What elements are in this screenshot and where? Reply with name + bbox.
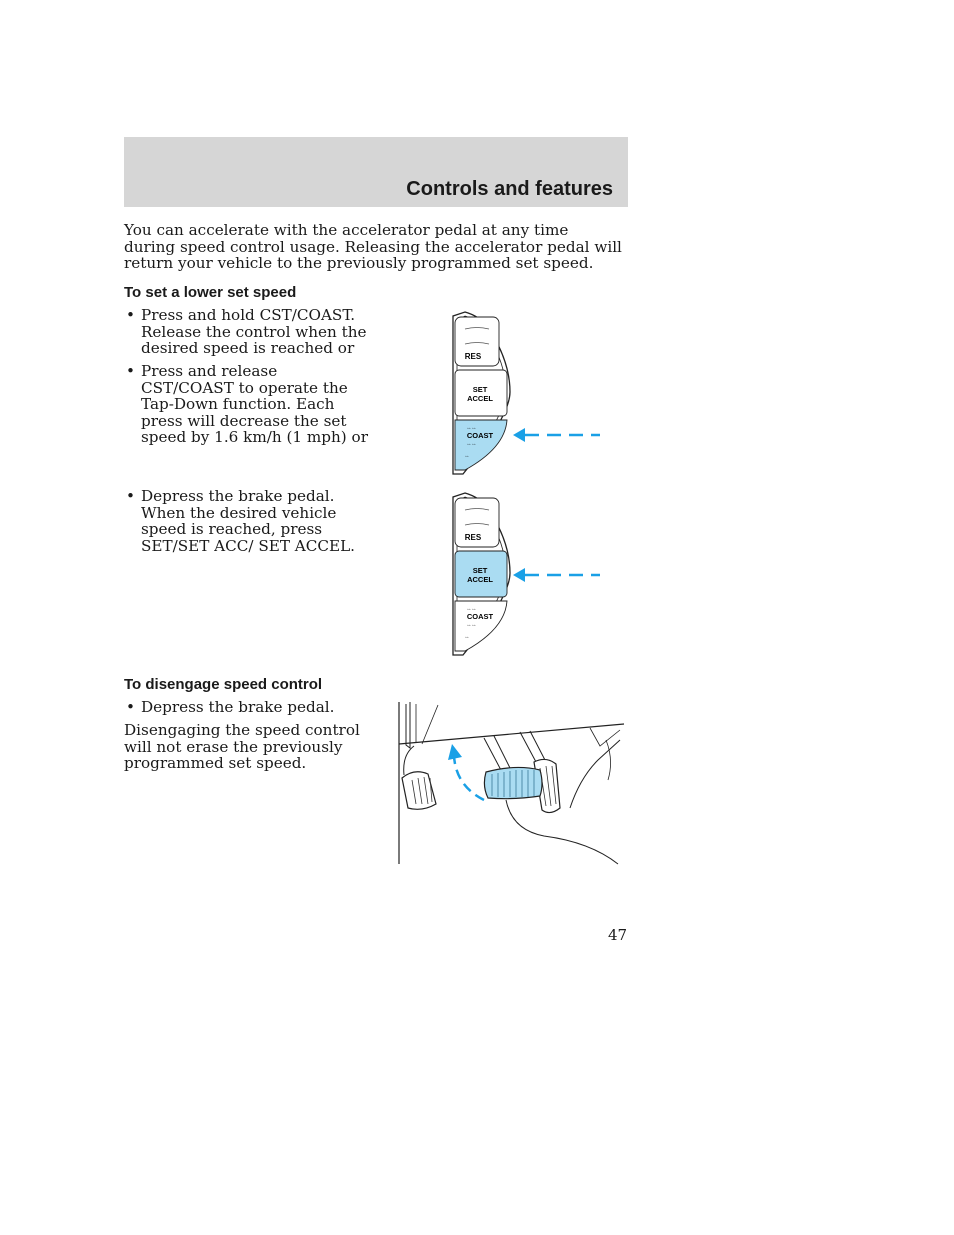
bullet-item (124, 699, 374, 716)
disengage-paragraph: Disengaging the speed control will not erase the previously programmed set speed. (124, 721, 360, 773)
bullet-dot: • (126, 306, 135, 324)
bullet-dot: • (126, 698, 135, 716)
brake-pedal-illustration (394, 700, 634, 868)
accel-label: ACCEL (467, 575, 493, 584)
dots-decoration: ◦◦ (465, 635, 469, 641)
bullet-text: Press and release CST/COAST to operate the Tap-Down function. Each press will decrease the set speed by 1.6 km/h (1 mph) or (141, 362, 368, 447)
page-number: 47 (608, 926, 628, 944)
dots-decoration: ◦◦ ◦◦ (467, 442, 476, 448)
bullet-item (124, 488, 369, 554)
bullet-text: Depress the brake pedal. (141, 698, 335, 716)
arrow-icon (513, 428, 525, 442)
brake-pedal-highlighted (484, 767, 542, 798)
section-title: Controls and features (406, 178, 613, 200)
bullet-text: Press and hold CST/COAST. Release the control when the desired speed is reached or (141, 306, 367, 358)
res-label: RES (464, 352, 482, 361)
dots-decoration: ◦◦ ◦◦ (467, 623, 476, 629)
dots-decoration: ◦◦ ◦◦ (467, 426, 476, 432)
bullet-text: Depress the brake pedal. When the desired vehicle speed is reached, press SET/SET ACC/ SET ACCEL. (141, 487, 355, 555)
coast-button (455, 601, 507, 651)
disengage-heading: To disengage speed control (124, 676, 323, 693)
res-label: RES (464, 533, 482, 542)
page-header-band (124, 137, 628, 207)
coast-label: COAST (466, 431, 494, 440)
set-label: SET (472, 566, 488, 575)
coast-button-highlighted (455, 420, 507, 470)
speed-control-diagram-coast (445, 308, 610, 478)
speed-control-diagram-set (445, 489, 610, 659)
dots-decoration: ◦◦ (465, 454, 469, 460)
bullet-dot: • (126, 487, 135, 505)
bullet-dot: • (126, 362, 135, 380)
coast-label: COAST (466, 612, 494, 621)
arrow-icon (513, 568, 525, 582)
bullet-item (124, 363, 374, 446)
set-label: SET (472, 385, 488, 394)
arrow-up-icon (448, 744, 462, 760)
lower-speed-heading: To set a lower set speed (124, 284, 297, 301)
dots-decoration: ◦◦ ◦◦ (467, 607, 476, 613)
accel-label: ACCEL (467, 394, 493, 403)
intro-paragraph: You can accelerate with the accelerator pedal at any time during speed control usage. Releasing the accelerator pedal will return your vehicle to the previously programmed set speed. (124, 221, 622, 273)
bullet-item (124, 307, 374, 357)
